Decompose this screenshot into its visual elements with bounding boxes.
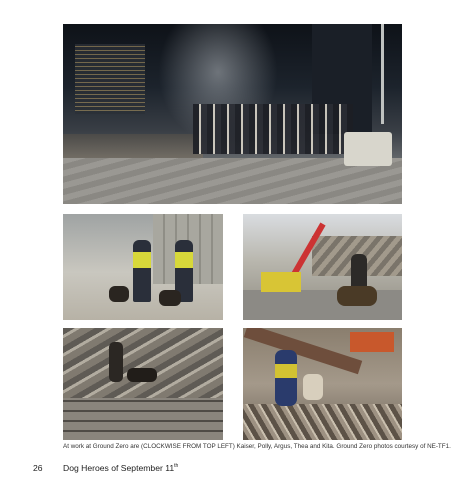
orange-container [350,332,394,352]
photo-ground-zero-night [63,24,402,204]
dog-figure [109,286,129,302]
crane-mast [381,24,384,124]
handler-figure [133,240,151,302]
dog-figure [127,368,157,382]
concrete-slab [63,398,223,440]
photo-handler-with-shepherd [243,214,402,320]
steel-beam [244,328,362,374]
ground-surface [243,290,402,320]
yellow-vehicle [261,272,301,292]
rubble-pile [243,404,402,440]
safety-vest [133,252,151,268]
dog-figure [303,374,323,400]
twisted-beams [63,328,223,398]
running-title-suffix: th [174,463,179,470]
running-title [63,463,178,473]
handler-figure [275,350,297,406]
safety-vest [275,364,297,378]
dog-figure [159,290,181,306]
building-shape [75,44,145,114]
dog-figure [337,286,377,306]
page-number: 26 [33,463,43,473]
rescue-workers-group [193,104,353,154]
running-title-text: Dog Heroes of September 11 [63,463,175,473]
photo-caption: At work at Ground Zero are (CLOCKWISE FROM TOP LEFT) Kaiser, Polly, Argus, Thea and Kita. Ground Zero photos courtesy of NE-TF1. [63,443,451,450]
utility-truck [344,132,392,166]
photo-dog-on-rubble [63,328,223,440]
safety-vest [175,252,193,268]
photo-handler-on-debris [243,328,402,440]
handler-figure [109,342,123,382]
photo-handlers-with-dogs [63,214,223,320]
